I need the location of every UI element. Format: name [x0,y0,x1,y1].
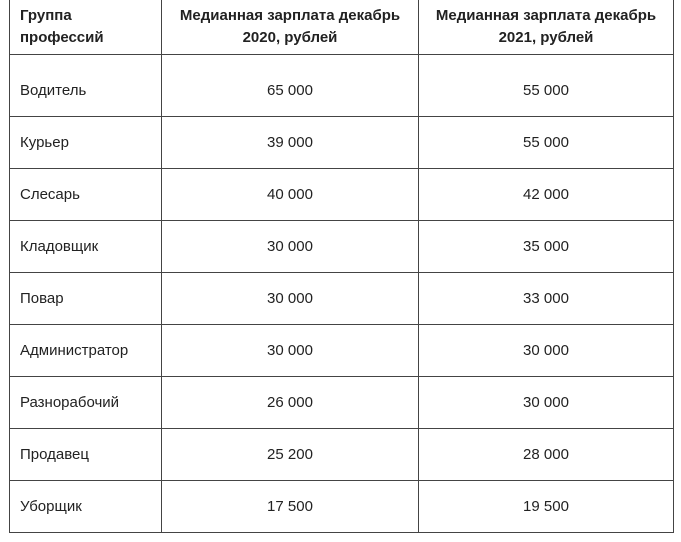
header-median-salary-2020: Медианная зарплата декабрь 2020, рублей [162,0,419,55]
table-row [10,481,674,533]
profession-cell: Администратор [10,325,162,377]
salary-2021-cell: 30 000 [419,325,674,377]
profession-cell: Кладовщик [10,221,162,273]
salary-2020-cell: 65 000 [162,55,419,117]
salary-2021-cell: 55 000 [419,55,674,117]
header-median-salary-2021: Медианная зарплата декабрь 2021, рублей [419,0,674,55]
table-row [10,117,674,169]
table-row [10,377,674,429]
salary-table [9,0,674,533]
table-header-row [10,0,674,55]
profession-cell: Повар [10,273,162,325]
salary-2021-cell: 19 500 [419,481,674,533]
table-row [10,273,674,325]
profession-cell: Продавец [10,429,162,481]
salary-2020-cell: 17 500 [162,481,419,533]
salary-2020-cell: 30 000 [162,273,419,325]
table-row [10,325,674,377]
profession-cell: Разнорабочий [10,377,162,429]
salary-2021-cell: 33 000 [419,273,674,325]
profession-cell: Курьер [10,117,162,169]
salary-2020-cell: 26 000 [162,377,419,429]
profession-cell: Слесарь [10,169,162,221]
salary-2020-cell: 39 000 [162,117,419,169]
table-row [10,221,674,273]
salary-2020-cell: 30 000 [162,325,419,377]
salary-2021-cell: 42 000 [419,169,674,221]
table-row [10,429,674,481]
header-profession-group: Группа профессий [10,0,162,55]
salary-2020-cell: 30 000 [162,221,419,273]
table-row [10,55,674,117]
salary-2021-cell: 55 000 [419,117,674,169]
salary-2021-cell: 28 000 [419,429,674,481]
profession-cell: Водитель [10,55,162,117]
salary-2021-cell: 30 000 [419,377,674,429]
salary-2020-cell: 25 200 [162,429,419,481]
profession-cell: Уборщик [10,481,162,533]
table-row [10,169,674,221]
salary-2021-cell: 35 000 [419,221,674,273]
salary-2020-cell: 40 000 [162,169,419,221]
